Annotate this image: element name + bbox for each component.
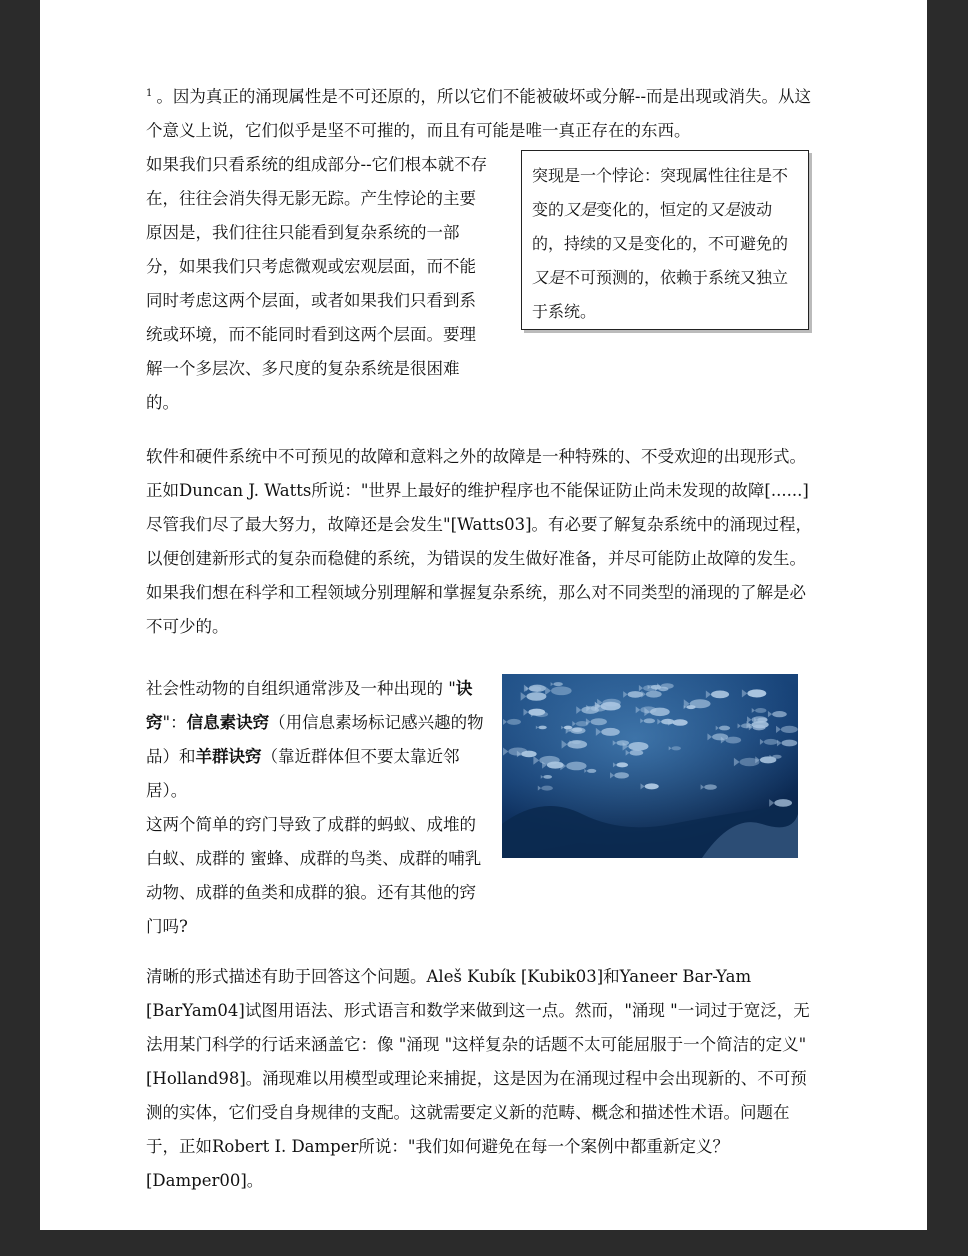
paragraph-2: 如果我们只看系统的组成部分--它们根本就不存在，往往会消失得无影无踪。产生悖论的主要原因是，我们往往只能看到复杂系统的一部分，如果我们只考虑微观或宏观层面，而不能同时考虑这两个层面，或者如果我们只看到系统或环境，而不能同时看到这两个层面。要理解一个多层次、多尺度的复杂系统是很困难的。 xyxy=(146,155,488,412)
fish-shape xyxy=(528,709,545,716)
fish-shape xyxy=(551,686,572,695)
fish-shape xyxy=(567,740,587,749)
fish-shape xyxy=(764,739,778,745)
sidebox-italic-2: 又是 xyxy=(708,200,741,219)
p4-text-h: 这两个简单的窍门导致了成群的蚂蚁、成堆的白蚁、成群的 蜜蜂、成群的鸟类、成群的哺乳动物、成群的鱼类和成群的狼。还有其他的窍门吗? xyxy=(146,815,482,936)
fish-shape xyxy=(686,705,695,709)
fish-shape xyxy=(673,719,688,726)
fish-shape xyxy=(719,726,730,731)
fish-shape xyxy=(591,718,607,725)
paragraph-3: 软件和硬件系统中不可预见的故障和意料之外的故障是一种特殊的、不受欢迎的出现形式。正如Duncan J. Watts所说："世界上最好的维护程序也不能保证防止尚未发现的故障[......]尽管我们尽了最大努力，故障还是会发生"[Watts03]。有必要了解复杂系统中的涌现过程，以便创建新形式的复杂而稳健的系统，为错误的发生做好准备，并尽可能防止故障的发生。如果我们想在科学和工程领域分别理解和掌握复杂系统，那么对不同类型的涌现的了解是必不可少的。 xyxy=(146,447,813,636)
fish-shape xyxy=(671,746,681,750)
sidebox-text-2: 变化的，恒定的 xyxy=(596,200,709,219)
fish-shape xyxy=(711,691,729,699)
paradox-sidebox xyxy=(521,150,809,330)
fish-shape xyxy=(564,726,573,730)
paragraph-1 xyxy=(146,80,820,148)
fish-shape xyxy=(774,799,792,807)
fish-shape xyxy=(587,769,596,773)
sidebox-italic-3: 又是 xyxy=(532,268,565,287)
p4-text-a: 社会性动物的自组织通常涉及一种出现的 " xyxy=(146,679,456,698)
sidebox-text-4: 不可预测的，依赖于系统又独立于系统。 xyxy=(532,268,789,321)
fish-shape xyxy=(566,762,586,771)
fish-shape xyxy=(740,758,760,767)
fish-shape xyxy=(614,772,629,778)
fish-shape xyxy=(645,783,659,789)
p4-bold-flock: 羊群诀窍 xyxy=(195,747,262,766)
p4-text-g: （靠近群体但不要太靠近邻居）。 xyxy=(146,747,460,800)
sidebox-text-3: 波动的，持续的又是变化的，不可避免的 xyxy=(532,200,789,253)
document-body xyxy=(146,80,820,1198)
fish-shape xyxy=(616,762,628,767)
fish-shape xyxy=(591,705,607,712)
fish-shape xyxy=(601,728,620,736)
fish-shape xyxy=(704,784,717,789)
fish-shape xyxy=(526,692,546,701)
fish-shape xyxy=(658,687,668,691)
fish-shape xyxy=(630,750,644,756)
fish-shape xyxy=(529,686,541,691)
fish-shape xyxy=(753,725,766,731)
fish-shape xyxy=(644,718,655,723)
paragraph-1-text: 。因为真正的涌现属性是不可还原的，所以它们不能被破坏或分解--而是出现或消失。从这个意义上说，它们似乎是坚不可摧的，而且有可能是唯一真正存在的东西。 xyxy=(146,87,812,140)
sidebox-italic-1: 又是 xyxy=(564,200,597,219)
school-of-fish-image xyxy=(502,674,798,858)
p4-bold-pheromone: 信息素诀窍 xyxy=(186,713,270,732)
fish-shape xyxy=(521,751,536,758)
fish-shape xyxy=(507,719,521,725)
fish-shape xyxy=(553,682,562,686)
sidebox-text-1: 突现是一个悖论：突现属性往往是不变的 xyxy=(532,166,789,219)
paragraph-4 xyxy=(146,672,491,944)
p4-text-e: （用信息素场标记感兴趣的物品）和 xyxy=(146,713,484,766)
fish-shape xyxy=(616,740,629,745)
fish-shape xyxy=(640,706,656,713)
fish-shape xyxy=(772,711,787,717)
p4-bold-trick: 诀窍 xyxy=(146,679,473,732)
fish-shape xyxy=(755,708,766,713)
fish-shape xyxy=(628,742,648,751)
fish-shape xyxy=(747,689,766,697)
fish-photo-svg xyxy=(502,674,798,858)
fish-shape xyxy=(543,775,552,779)
paragraph-5: 清晰的形式描述有助于回答这个问题。Aleš Kubík [Kubik03]和Yaneer Bar-Yam [BarYam04]试图用语法、形式语言和数学来做到这一点。然而，"涌现 "一词过于宽泛，无法用某门科学的行话来涵盖它：像 "涌现 "这样复杂的话题不太可能屈服于一个简洁的定义"[Holland98]。涌现难以用模型或理论来捕捉，这是因为在涌现过程中会出现新的、不可预测的实体，它们受自身规律的支配。这就需要定义新的范畴、概念和描述性术语。问题在于，正如Robert I. Damper所说："我们如何避免在每一个案例中都重新定义？[Damper00]。 xyxy=(146,967,810,1190)
fish-shape xyxy=(538,726,547,730)
fish-shape xyxy=(539,756,560,765)
fish-shape xyxy=(646,691,662,698)
fish-shape xyxy=(661,719,674,725)
fish-shape xyxy=(781,740,797,747)
footnote-mark: 1 xyxy=(146,87,153,99)
fish-shape xyxy=(572,728,582,732)
document-page xyxy=(40,0,927,1230)
social-animals-section xyxy=(146,672,820,948)
fish-shape xyxy=(757,718,767,722)
fish-shape xyxy=(781,726,798,733)
fish-shape xyxy=(772,755,781,759)
fish-shape xyxy=(712,733,728,740)
fish-shape xyxy=(541,786,553,791)
fish-shape xyxy=(628,691,643,698)
paradox-section xyxy=(146,148,820,412)
p4-text-c: "： xyxy=(162,713,187,732)
